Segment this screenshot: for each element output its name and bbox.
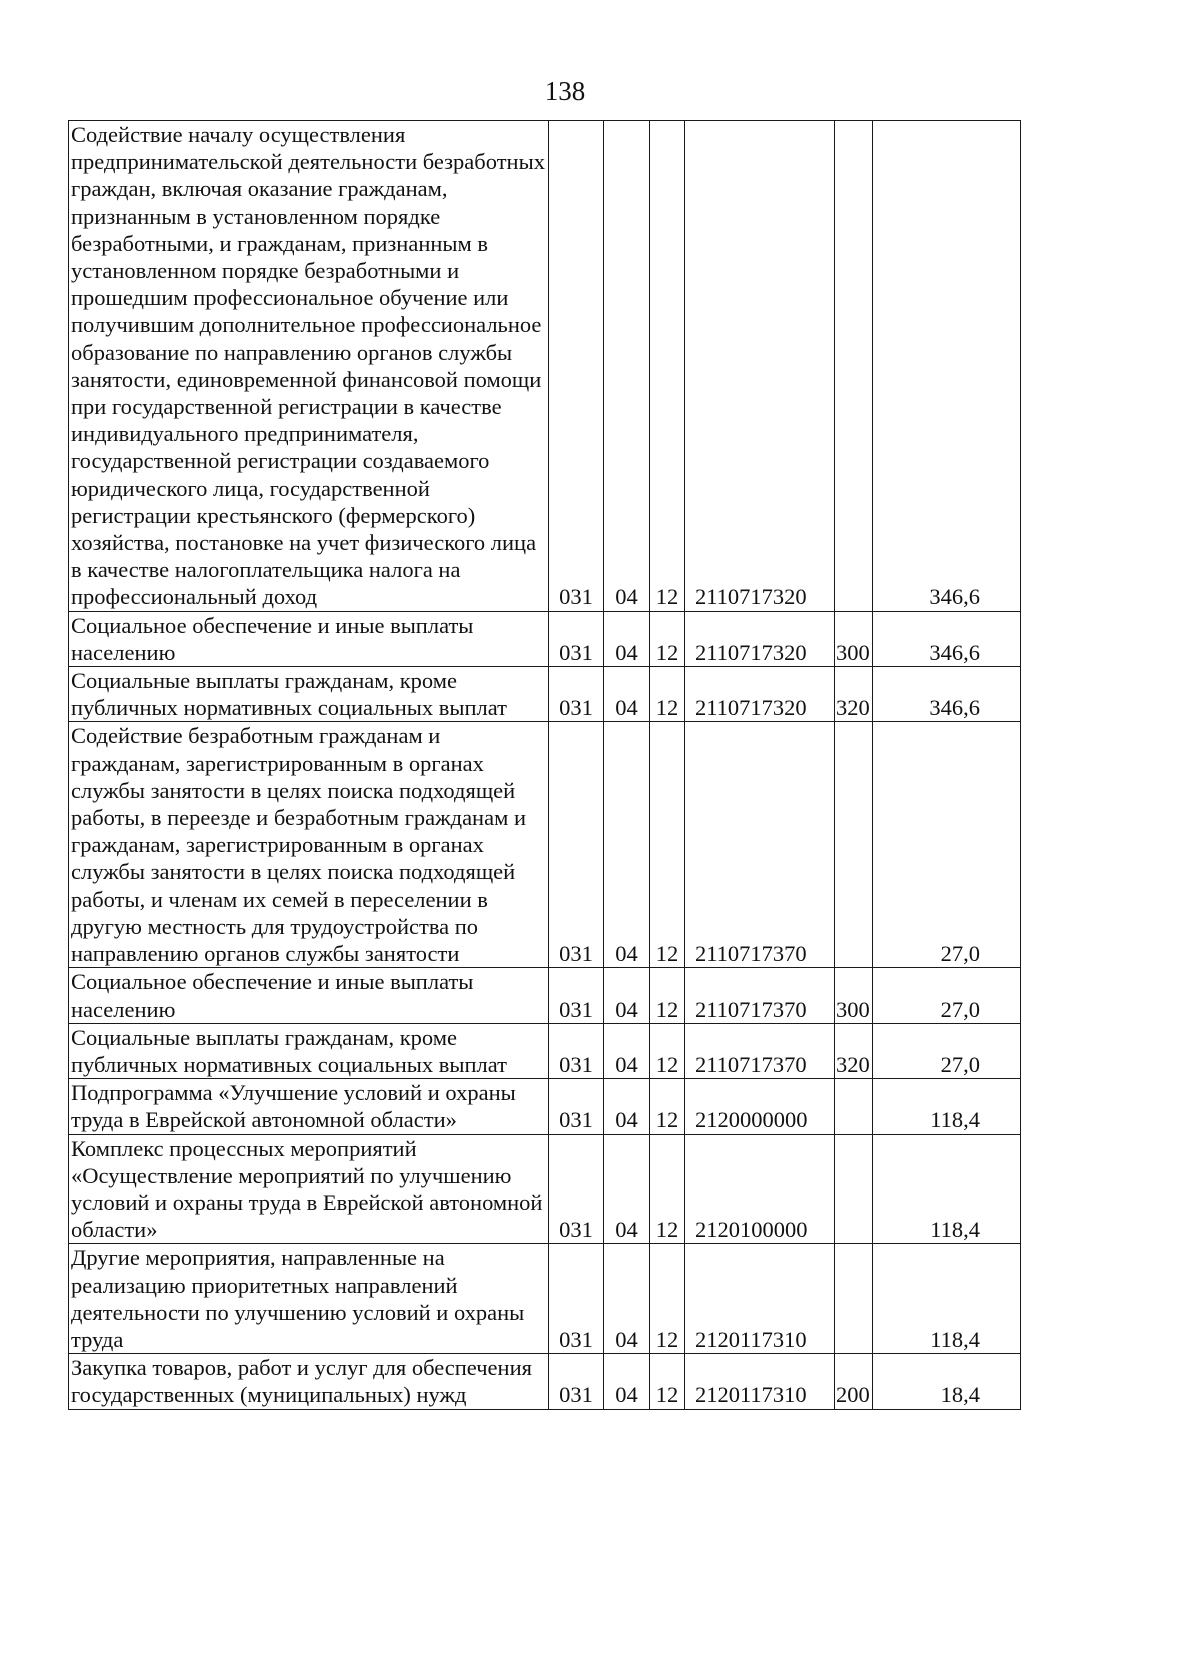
amount: 27,0 — [873, 968, 1021, 1023]
target-article-code: 2110717320 — [685, 667, 835, 722]
expense-type-code: 320 — [835, 1023, 873, 1078]
amount: 118,4 — [873, 1134, 1021, 1244]
subsection-code: 12 — [650, 1023, 685, 1078]
expense-type-code — [835, 1244, 873, 1354]
ministry-code: 031 — [549, 1134, 604, 1244]
target-article-code: 2120117310 — [685, 1244, 835, 1354]
amount: 27,0 — [873, 1023, 1021, 1078]
section-code: 04 — [604, 1079, 650, 1134]
ministry-code: 031 — [549, 667, 604, 722]
row-name: Социальное обеспечение и иные выплаты населению — [69, 611, 549, 666]
amount: 346,6 — [873, 667, 1021, 722]
expense-type-code: 320 — [835, 667, 873, 722]
target-article-code: 2110717370 — [685, 968, 835, 1023]
row-name: Социальное обеспечение и иные выплаты населению — [69, 968, 549, 1023]
section-code: 04 — [604, 611, 650, 666]
row-name: Подпрограмма «Улучшение условий и охраны труда в Еврейской автономной области» — [69, 1079, 549, 1134]
ministry-code: 031 — [549, 611, 604, 666]
table-row — [69, 1244, 1021, 1354]
target-article-code: 2110717370 — [685, 722, 835, 968]
subsection-code: 12 — [650, 667, 685, 722]
row-name: Социальные выплаты гражданам, кроме публичных нормативных социальных выплат — [69, 1023, 549, 1078]
amount: 118,4 — [873, 1079, 1021, 1134]
section-code: 04 — [604, 968, 650, 1023]
target-article-code: 2110717320 — [685, 611, 835, 666]
table-row — [69, 667, 1021, 722]
ministry-code: 031 — [549, 722, 604, 968]
target-article-code: 2120000000 — [685, 1079, 835, 1134]
amount: 346,6 — [873, 611, 1021, 666]
subsection-code: 12 — [650, 121, 685, 612]
row-name: Комплекс процессных мероприятий «Осуществление мероприятий по улучшению условий и охраны труда в Еврейской автономной области» — [69, 1134, 549, 1244]
section-code: 04 — [604, 121, 650, 612]
row-name: Содействие началу осуществления предпринимательской деятельности безработных граждан, включая оказание гражданам, признанным в установленном порядке безработными, и гражданам, признанным в установленном порядке безработными и прошедшим профессиональное обучение или получившим дополнительное профессиональное образование по направлению органов службы занятости, единовременной финансовой помощи при государственной регистрации в качестве индивидуального предпринимателя, государственной регистрации создаваемого юридического лица, государственной регистрации крестьянского (фермерского) хозяйства, постановке на учет физического лица в качестве налогоплательщика налога на профессиональный доход — [69, 121, 549, 612]
expense-type-code — [835, 1134, 873, 1244]
ministry-code: 031 — [549, 1354, 604, 1409]
page-number: 138 — [544, 76, 586, 106]
amount: 346,6 — [873, 121, 1021, 612]
target-article-code: 2120117310 — [685, 1354, 835, 1409]
section-code: 04 — [604, 722, 650, 968]
ministry-code: 031 — [549, 1023, 604, 1078]
ministry-code: 031 — [549, 968, 604, 1023]
table-row — [69, 722, 1021, 968]
amount: 18,4 — [873, 1354, 1021, 1409]
section-code: 04 — [604, 1244, 650, 1354]
expense-type-code: 200 — [835, 1354, 873, 1409]
table-row — [69, 968, 1021, 1023]
table-row — [69, 1134, 1021, 1244]
table-row — [69, 1023, 1021, 1078]
budget-table — [68, 120, 1021, 1410]
table-row — [69, 1354, 1021, 1409]
target-article-code: 2110717320 — [685, 121, 835, 612]
amount: 118,4 — [873, 1244, 1021, 1354]
table-row — [69, 1079, 1021, 1134]
row-name: Содействие безработным гражданам и гражданам, зарегистрированным в органах службы занятости в целях поиска подходящей работы, в переезде и безработным гражданам и гражданам, зарегистрированным в органах службы занятости в целях поиска подходящей работы, и членам их семей в переселении в другую местность для трудоустройства по направлению органов службы занятости — [69, 722, 549, 968]
ministry-code: 031 — [549, 121, 604, 612]
table-row — [69, 611, 1021, 666]
section-code: 04 — [604, 1354, 650, 1409]
amount: 27,0 — [873, 722, 1021, 968]
subsection-code: 12 — [650, 1244, 685, 1354]
expense-type-code — [835, 121, 873, 612]
ministry-code: 031 — [549, 1244, 604, 1354]
subsection-code: 12 — [650, 968, 685, 1023]
section-code: 04 — [604, 667, 650, 722]
table-row — [69, 121, 1021, 612]
subsection-code: 12 — [650, 1079, 685, 1134]
row-name: Закупка товаров, работ и услуг для обеспечения государственных (муниципальных) нужд — [69, 1354, 549, 1409]
expense-type-code: 300 — [835, 968, 873, 1023]
section-code: 04 — [604, 1023, 650, 1078]
subsection-code: 12 — [650, 611, 685, 666]
expense-type-code: 300 — [835, 611, 873, 666]
ministry-code: 031 — [549, 1079, 604, 1134]
target-article-code: 2110717370 — [685, 1023, 835, 1078]
row-name: Социальные выплаты гражданам, кроме публичных нормативных социальных выплат — [69, 667, 549, 722]
subsection-code: 12 — [650, 1134, 685, 1244]
row-name: Другие мероприятия, направленные на реализацию приоритетных направлений деятельности по улучшению условий и охраны труда — [69, 1244, 549, 1354]
target-article-code: 2120100000 — [685, 1134, 835, 1244]
subsection-code: 12 — [650, 722, 685, 968]
expense-type-code — [835, 1079, 873, 1134]
expense-type-code — [835, 722, 873, 968]
subsection-code: 12 — [650, 1354, 685, 1409]
section-code: 04 — [604, 1134, 650, 1244]
